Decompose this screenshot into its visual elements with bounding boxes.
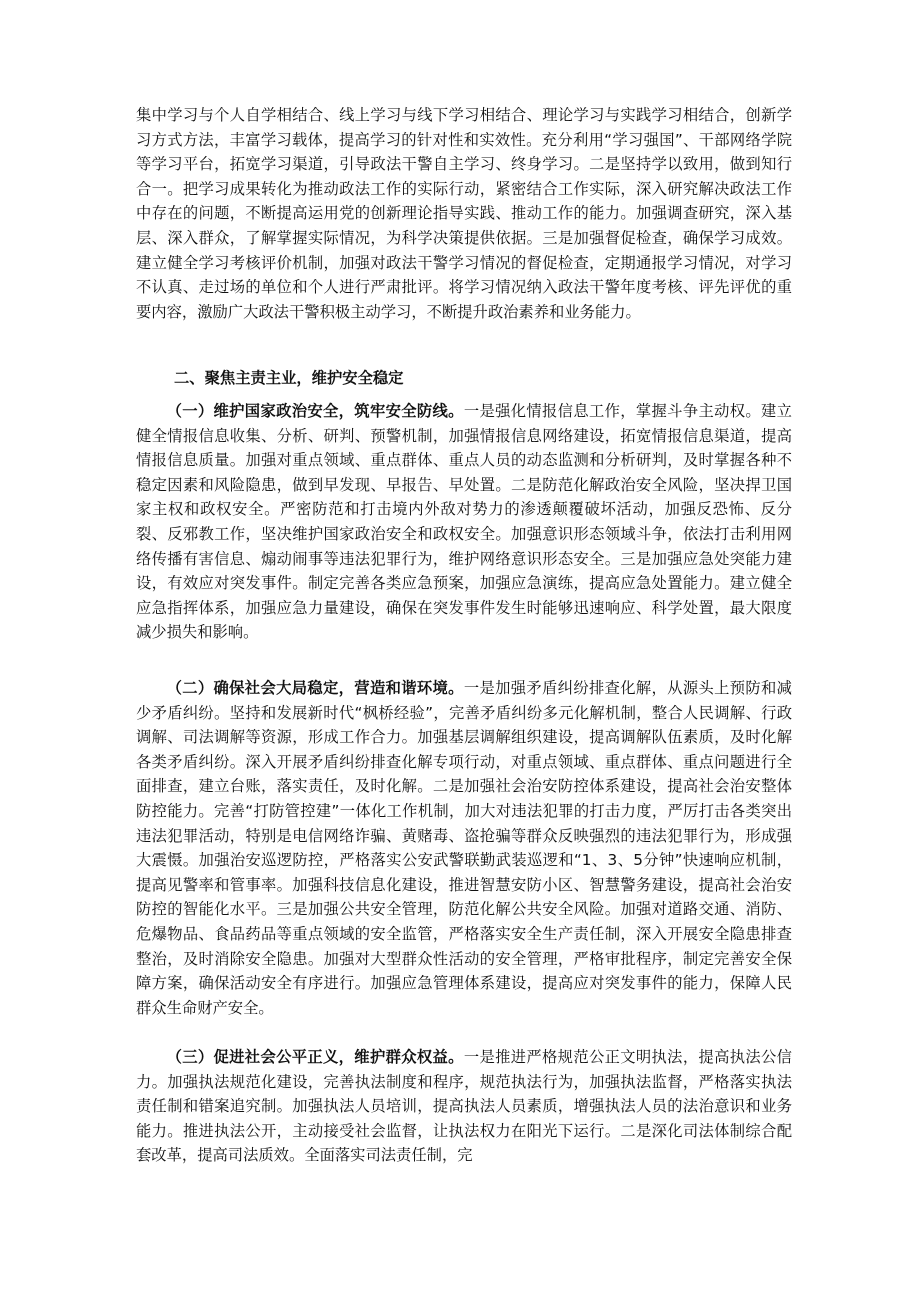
body-paragraph-intro — [136, 103, 792, 324]
section-heading: 二、聚焦主责主业，维护安全稳定 — [174, 369, 404, 387]
paragraph-text: 一是加强矛盾纠纷排查化解，从源头上预防和减少矛盾纠纷。坚持和发展新时代“枫桥经验”，完善矛盾纠纷多元化解机制，整合人民调解、行政调解、司法调解等资源，形成工作合力。加强基层调解组织建设，提高调解队伍素质，及时化解各类矛盾纠纷。深入开展矛盾纠纷排查化解专项行动，对重点领域、重点群体、重点问题进行全面排查，建立台账，落实责任，及时化解。二是加强社会治安防控体系建设，提高社会治安整体防控能力。完善“打防管控建”一体化工作机制，加大对违法犯罪的打击力度，严厉打击各类突出违法犯罪活动，特别是电信网络诈骗、黄赌毒、盗抢骗等群众反映强烈的违法犯罪行为，形成强大震慑。加强治安巡逻防控，严格落实公安武警联勤武装巡逻和“1、3、5分钟”快速响应机制，提高见警率和管事率。加强科技信息化建设，推进智慧安防小区、智慧警务建设，提高社会治安防控的智能化水平。三是加强公共安全管理，防范化解公共安全风险。加强对道路交通、消防、危爆物品、食品药品等重点领域的安全监管，严格落实安全生产责任制，深入开展安全隐患排查整治，及时消除安全隐患。加强对大型群众性活动的安全管理，严格审批程序，制定完善安全保障方案，确保活动安全有序进行。加强应急管理体系建设，提高应对突发事件的能力，保障人民群众生命财产安全。 — [136, 679, 792, 1017]
body-paragraph-political-security — [136, 399, 792, 645]
paragraph-lead-title: （三）促进社会公平正义，维护群众权益。 — [166, 1048, 464, 1066]
body-paragraph-social-stability — [136, 676, 792, 1020]
body-paragraph-fairness-justice — [136, 1045, 792, 1168]
paragraph-text: 集中学习与个人自学相结合、线上学习与线下学习相结合、理论学习与实践学习相结合，创新学习方式方法，丰富学习载体，提高学习的针对性和实效性。充分利用“学习强国”、干部网络学院等学习平台，拓宽学习渠道，引导政法干警自主学习、终身学习。二是坚持学以致用，做到知行合一。把学习成果转化为推动政法工作的实际行动，紧密结合工作实际，深入研究解决政法工作中存在的问题，不断提高运用党的创新理论指导实践、推动工作的能力。加强调查研究，深入基层、深入群众，了解掌握实际情况，为科学决策提供依据。三是加强督促检查，确保学习成效。建立健全学习考核评价机制，加强对政法干警学习情况的督促检查，定期通报学习情况，对学习不认真、走过场的单位和个人进行严肃批评。将学习情况纳入政法干警年度考核、评先评优的重要内容，激励广大政法干警积极主动学习，不断提升政治素养和业务能力。 — [136, 106, 792, 321]
paragraph-text: 一是推进严格规范公正文明执法，提高执法公信力。加强执法规范化建设，完善执法制度和程序，规范执法行为，加强执法监督，严格落实执法责任制和错案追究制。加强执法人员培训，提高执法人员素质，增强执法人员的法治意识和业务能力。推进执法公开，主动接受社会监督，让执法权力在阳光下运行。二是深化司法体制综合配套改革，提高司法质效。全面落实司法责任制，完 — [136, 1048, 792, 1165]
paragraph-text: 一是强化情报信息工作，掌握斗争主动权。建立健全情报信息收集、分析、研判、预警机制，加强情报信息网络建设，拓宽情报信息渠道，提高情报信息质量。加强对重点领域、重点群体、重点人员的动态监测和分析研判，及时掌握各种不稳定因素和风险隐患，做到早发现、早报告、早处置。二是防范化解政治安全风险，坚决捍卫国家主权和政权安全。严密防范和打击境内外敌对势力的渗透颠覆破坏活动，加强反恐怖、反分裂、反邪教工作，坚决维护国家政治安全和政权安全。加强意识形态领域斗争，依法打击利用网络传播有害信息、煽动闹事等违法犯罪行为，维护网络意识形态安全。三是加强应急处突能力建设，有效应对突发事件。制定完善各类应急预案，加强应急演练，提高应急处置能力。建立健全应急指挥体系，加强应急力量建设，确保在突发事件发生时能够迅速响应、科学处置，最大限度减少损失和影响。 — [136, 402, 792, 642]
paragraph-lead-title: （一）维护国家政治安全，筑牢安全防线。 — [166, 402, 464, 420]
paragraph-lead-title: （二）确保社会大局稳定，营造和谐环境。 — [166, 679, 464, 697]
